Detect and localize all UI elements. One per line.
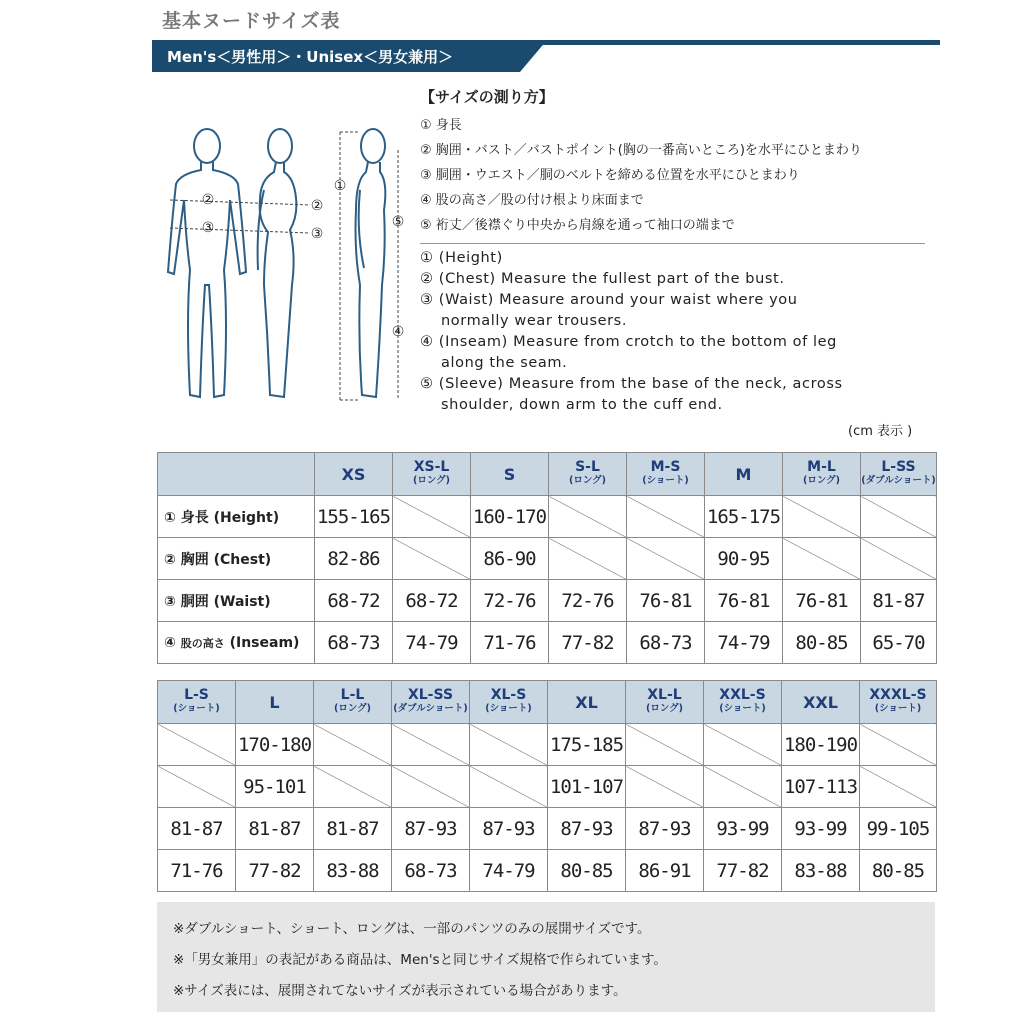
row-label	[158, 496, 315, 538]
empty-cell	[783, 538, 861, 580]
jp-instruction-3: ③ 胴囲・ウエスト／胴のベルトを締める位置を水平にひとまわり	[420, 168, 800, 183]
jp-instruction-5: ⑤ 裄丈／後襟ぐり中央から肩線を通って袖口の端まで	[420, 218, 735, 233]
empty-cell	[627, 496, 705, 538]
size-header	[470, 681, 548, 724]
empty-cell	[392, 724, 470, 766]
note-1: ※ダブルショート、ショート、ロングは、一部のパンツのみの展開サイズです。	[173, 921, 651, 937]
en-instruction-4: ④ (Inseam) Measure from crotch to the bottom of leg	[420, 334, 837, 350]
value-cell: 72-76	[549, 580, 627, 622]
value-cell: 155-165	[315, 496, 393, 538]
size-table-1	[157, 452, 937, 664]
marker-4-inseam: ④	[391, 324, 405, 340]
value-cell: 76-81	[705, 580, 783, 622]
value-cell: 101-107	[548, 766, 626, 808]
value-cell: 74-79	[393, 622, 471, 664]
value-cell: 65-70	[861, 622, 937, 664]
row-label-en: (Chest)	[213, 551, 272, 568]
value-cell: 71-76	[158, 850, 236, 892]
size-variant: (ショート)	[173, 703, 220, 714]
value-cell: 71-76	[471, 622, 549, 664]
blank-header	[158, 453, 315, 496]
value-cell: 87-93	[548, 808, 626, 850]
en-instruction-5-cont: shoulder, down arm to the cuff end.	[441, 397, 723, 413]
size-name: XS-L	[413, 459, 450, 475]
marker-3-front: ③	[201, 220, 215, 236]
banner-text: Men's＜男性用＞・Unisex＜男女兼用＞	[167, 48, 454, 66]
size-header	[626, 681, 704, 724]
row-number: ③	[164, 593, 176, 610]
value-cell: 81-87	[861, 580, 937, 622]
size-variant: (ロング)	[803, 475, 840, 486]
value-cell: 93-99	[704, 808, 782, 850]
note-2: ※「男女兼用」の表記がある商品は、Men'sと同じサイズ規格で作られています。	[173, 952, 667, 968]
size-name: XL-S	[490, 687, 527, 703]
size-name: M	[735, 464, 752, 484]
size-header	[548, 681, 626, 724]
size-name: XXL-S	[719, 687, 766, 703]
value-cell: 81-87	[158, 808, 236, 850]
size-variant: (ダブルショート)	[861, 475, 936, 486]
size-variant: (ショート)	[485, 703, 532, 714]
figure-markers	[160, 120, 410, 410]
value-cell: 87-93	[392, 808, 470, 850]
en-instruction-4-cont: along the seam.	[441, 355, 568, 371]
value-cell: 77-82	[549, 622, 627, 664]
size-name: S	[503, 464, 516, 484]
value-cell: 72-76	[471, 580, 549, 622]
instructions-heading: 【サイズの測り方】	[420, 88, 554, 106]
value-cell: 83-88	[314, 850, 392, 892]
size-header	[549, 453, 627, 496]
size-variant: (ダブルショート)	[393, 703, 468, 714]
size-header	[704, 681, 782, 724]
row-label	[158, 538, 315, 580]
value-cell: 86-91	[626, 850, 704, 892]
value-cell: 95-101	[236, 766, 314, 808]
row-number: ①	[164, 509, 176, 526]
marker-2-side: ②	[310, 198, 324, 214]
empty-cell	[626, 724, 704, 766]
marker-2-front: ②	[201, 192, 215, 208]
value-cell: 68-73	[627, 622, 705, 664]
value-cell: 76-81	[783, 580, 861, 622]
empty-cell	[627, 538, 705, 580]
empty-cell	[549, 538, 627, 580]
row-label-jp: 身長	[180, 509, 209, 526]
empty-cell	[860, 766, 937, 808]
value-cell: 180-190	[782, 724, 860, 766]
body-measurement-figure	[160, 120, 410, 410]
value-cell: 82-86	[315, 538, 393, 580]
en-instruction-3-cont: normally wear trousers.	[441, 313, 628, 329]
size-header	[314, 681, 392, 724]
marker-5-sleeve: ⑤	[391, 214, 405, 230]
size-name: XS	[341, 464, 366, 484]
empty-cell	[704, 724, 782, 766]
table-row	[158, 622, 937, 664]
row-label-jp: 胴囲	[180, 593, 209, 610]
value-cell: 160-170	[471, 496, 549, 538]
en-instruction-1: ① (Height)	[420, 250, 503, 266]
size-variant: (ショート)	[719, 703, 766, 714]
size-variant: (ショート)	[874, 703, 922, 714]
size-name: XL	[575, 692, 598, 712]
table-row	[158, 538, 937, 580]
empty-cell	[783, 496, 861, 538]
page-title: 基本ヌードサイズ表	[162, 10, 341, 32]
size-name: S-L	[575, 459, 600, 475]
size-header	[471, 453, 549, 496]
empty-cell	[158, 766, 236, 808]
size-table-2	[157, 680, 937, 892]
table-row	[158, 724, 937, 766]
value-cell: 68-72	[315, 580, 393, 622]
empty-cell	[393, 496, 471, 538]
size-name: XXXL-S	[869, 687, 927, 703]
value-cell: 74-79	[470, 850, 548, 892]
size-variant: (ロング)	[646, 703, 683, 714]
size-header	[627, 453, 705, 496]
value-cell: 86-90	[471, 538, 549, 580]
size-name: L	[269, 692, 280, 712]
header-row	[158, 453, 937, 496]
value-cell: 99-105	[860, 808, 937, 850]
empty-cell	[860, 724, 937, 766]
size-header	[392, 681, 470, 724]
value-cell: 93-99	[782, 808, 860, 850]
row-label	[158, 622, 315, 664]
size-name: XL-L	[647, 687, 682, 703]
en-instruction-3: ③ (Waist) Measure around your waist where you	[420, 292, 798, 308]
size-header	[315, 453, 393, 496]
row-number: ②	[164, 551, 176, 568]
jp-instruction-4: ④ 股の高さ／股の付け根より床面まで	[420, 193, 644, 208]
size-name: M-L	[807, 459, 836, 475]
value-cell: 83-88	[782, 850, 860, 892]
value-cell: 74-79	[705, 622, 783, 664]
value-cell: 81-87	[236, 808, 314, 850]
row-label-jp: 股の高さ	[180, 636, 225, 650]
size-name: L-L	[340, 687, 365, 703]
row-label-en: (Height)	[213, 509, 280, 526]
value-cell: 170-180	[236, 724, 314, 766]
size-name: XL-SS	[407, 687, 454, 703]
measurement-instructions	[420, 86, 935, 416]
size-header	[236, 681, 314, 724]
value-cell: 77-82	[236, 850, 314, 892]
header-row	[158, 681, 937, 724]
value-cell: 80-85	[783, 622, 861, 664]
jp-instruction-1: ① 身長	[420, 118, 462, 133]
size-header	[393, 453, 471, 496]
value-cell: 81-87	[314, 808, 392, 850]
divider	[420, 243, 925, 244]
row-label-jp: 胸囲	[180, 551, 209, 568]
jp-instruction-2: ② 胸囲・バスト／バストポイント(胸の一番高いところ)を水平にひとまわり	[420, 143, 862, 158]
size-header	[782, 681, 860, 724]
notes-box	[157, 902, 935, 1012]
empty-cell	[158, 724, 236, 766]
empty-cell	[314, 724, 392, 766]
size-name: L-S	[184, 687, 209, 703]
size-header	[705, 453, 783, 496]
value-cell: 107-113	[782, 766, 860, 808]
table-row	[158, 496, 937, 538]
empty-cell	[314, 766, 392, 808]
size-header	[861, 453, 937, 496]
row-label	[158, 580, 315, 622]
size-name: M-S	[650, 459, 681, 475]
row-number: ④	[164, 634, 176, 651]
value-cell: 68-72	[393, 580, 471, 622]
size-variant: (ロング)	[413, 475, 450, 486]
empty-cell	[549, 496, 627, 538]
size-name: L-SS	[881, 459, 916, 475]
value-cell: 68-73	[392, 850, 470, 892]
value-cell: 165-175	[705, 496, 783, 538]
value-cell: 87-93	[470, 808, 548, 850]
note-3: ※サイズ表には、展開されてないサイズが表示されている場合があります。	[173, 983, 627, 999]
empty-cell	[392, 766, 470, 808]
size-name: XXL	[803, 692, 838, 712]
empty-cell	[470, 766, 548, 808]
empty-cell	[393, 538, 471, 580]
size-header	[158, 681, 236, 724]
marker-3-side: ③	[310, 226, 324, 242]
value-cell: 90-95	[705, 538, 783, 580]
table-row	[158, 808, 937, 850]
size-header	[860, 681, 937, 724]
empty-cell	[861, 496, 937, 538]
en-instruction-2: ② (Chest) Measure the fullest part of the bust.	[420, 271, 785, 287]
value-cell: 77-82	[704, 850, 782, 892]
value-cell: 87-93	[626, 808, 704, 850]
value-cell: 175-185	[548, 724, 626, 766]
empty-cell	[470, 724, 548, 766]
size-variant: (ロング)	[334, 703, 371, 714]
value-cell: 80-85	[548, 850, 626, 892]
row-label-en: (Waist)	[213, 593, 271, 610]
table-row	[158, 850, 937, 892]
empty-cell	[704, 766, 782, 808]
empty-cell	[626, 766, 704, 808]
en-instruction-5: ⑤ (Sleeve) Measure from the base of the neck, across	[420, 376, 843, 392]
section-banner	[152, 40, 940, 72]
value-cell: 76-81	[627, 580, 705, 622]
unit-note: (cm 表示 )	[848, 424, 913, 439]
value-cell: 68-73	[315, 622, 393, 664]
empty-cell	[861, 538, 937, 580]
size-header	[783, 453, 861, 496]
size-variant: (ショート)	[642, 475, 689, 486]
table-row	[158, 766, 937, 808]
size-variant: (ロング)	[569, 475, 606, 486]
table-row	[158, 580, 937, 622]
value-cell: 80-85	[860, 850, 937, 892]
row-label-en: (Inseam)	[229, 634, 300, 651]
marker-1-height: ①	[333, 178, 347, 194]
